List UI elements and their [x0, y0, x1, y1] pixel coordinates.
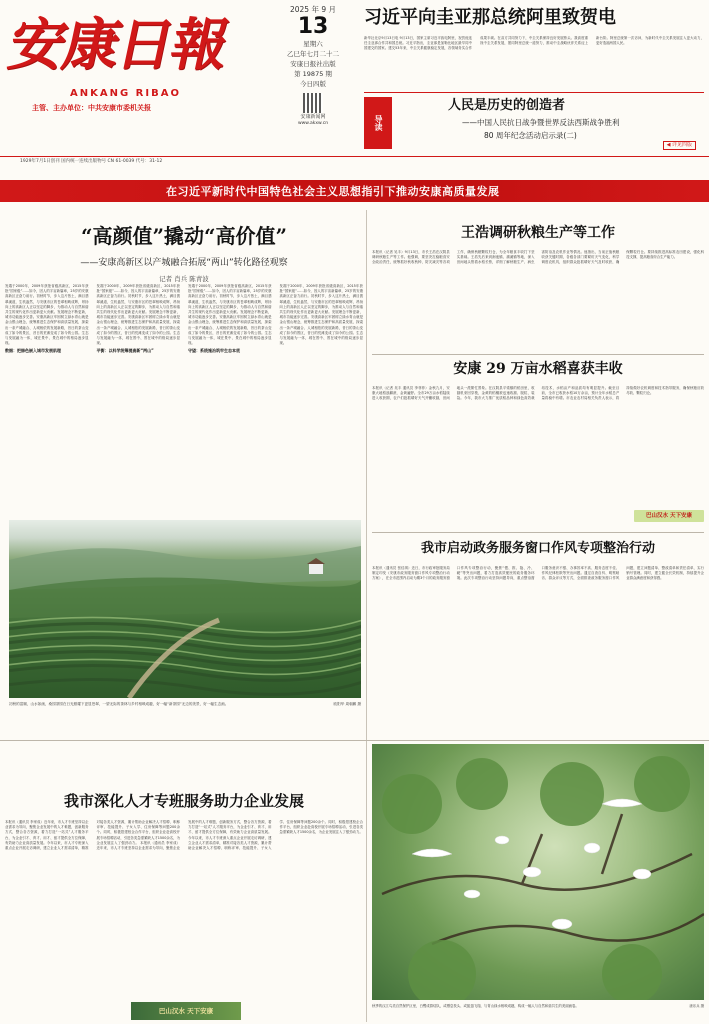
- tea-photo-caption: 初秋的富顺，山水如画，桑园茶园在日光照耀下更显苍翠，一望无际的茶林与乡村相映成趣，好一幅“新茶园”无边的美景，好一幅生态画。 欧阳华 周朝鹏 摄: [9, 702, 361, 706]
- story-tea-body: 发端于2000年，2009年获批省级高新区，2015年获批“国家级”……如今，因人的宇宙新篇章，25岁的安康高新区正奋力前行。初秋时节，步入这片热土，满目翡翠溪道，生机盎然，与安康市区的苍翠相映成辉，昂扬向上的高新区人正以坚定的脚步，为推动人与自然和谐共生的现代化作出更新更大贡献。发展理念不断更新，城市功能逐步完善。安康高新区牢固树立绿水青山就是金山银山理念，统筹推进生态保护和高质量发展，探索出一条产城融合、人城相依的发展新路，昔日的茶山变成了如今的景区，昔日的荒滩变成了如今的公园。生态与发展融为一体，城在景中、景在城中的格局逐步显现。 数据：把绿色嵌入城市发展肌理 发端于2000年，2009年获批省级高新区，2015年获批“国家级”……如今，因人的宇宙新篇章，25岁的安康高新区正奋力前行。初秋时节，步入这片热土，满目翡翠溪道，生机盎然，与安康市区的苍翠相映成辉，昂扬向上的高新区人正以坚定的脚步，为推动人与自然和谐共生的现代化作出更新更大贡献。发展理念不断更新，城市功能逐步完善。安康高新区牢固树立绿水青山就是金山银山理念，统筹推进生态保护和高质量发展，探索出一条产城融合、人城相依的发展新路，昔日的茶山变成了如今的景区，昔日的荒滩变成了如今的公园。生态与发展融为一体，城在景中、景在城中的格局逐步显现。 平衡：以科学统筹提高新“两山” 发端于2000年，2009年获批省级高新区，2015年获批“国家级”……如今，因人的宇宙新篇章，25岁的安康高新区正奋力前行。初秋时节，步入这片热土，满目翡翠溪道，生机盎然，与安康市区的苍翠相映成辉，昂扬向上的高新区人正以坚定的脚步，为推动人与自然和谐共生的现代化作出更新更大贡献。发展理念不断更新，城市功能逐步完善。安康高新区牢固树立绿水青山就是金山银山理念，统筹推进生态保护和高质量发展，探索出一条产城融合、人城相依的发展新路，昔日的茶山变成了如今的景区，昔日的荒滩变成了如今的公园。生态与发展融为一体，城在景中、景在城中的格局逐步显现。 守望：系统施治筑牢生态本底 发端于2000年，2009年获批省级高新区，2015年获批“国家级”……如今，因人的宇宙新篇章，25岁的安康高新区正奋力前行。初秋时节，步入这片热土，满目翡翠溪道，生机盎然，与安康市区的苍翠相映成辉，昂扬向上的高新区人正以坚定的脚步，为推动人与自然和谐共生的现代化作出更新更大贡献。发展理念不断更新，城市功能逐步完善。安康高新区牢固树立绿水青山就是金山银山理念，统筹推进生态保护和高质量发展，探索出一条产城融合、人城相依的发展新路，昔日的茶山变成了如今的景区，昔日的荒滩变成了如今的公园。生态与发展融为一体，城在景中、景在城中的格局逐步显现。: [5, 284, 363, 354]
- egret-photo: [372, 744, 704, 1000]
- tea-plantation-photo: [9, 520, 361, 698]
- masthead-logo: [2, 5, 265, 113]
- top-story: [364, 4, 704, 90]
- story-grain: [372, 222, 704, 348]
- guide-box: 导读 人民是历史的创造者 ——中国人民抗日战争暨世界反法西斯战争胜利 80 周年纪念活动启示录(二) ◀ 详见四版: [364, 92, 704, 154]
- story-grain-title: 王浩调研秋粮生产等工作: [461, 225, 615, 241]
- egret-photo-caption: 秋季的汉江鸟类自然保护区里，白鹭成群结队，或栖息枝头、或振翅飞翔，与青山绿水相映成趣，构成一幅人与自然和谐共生的美丽画卷。 唐乐兵 摄: [372, 1004, 704, 1008]
- story-rice-body: 本报讯（记者 吴丰 通讯员 李菲菲）金秋九月，安康大地稻浪翻滚，金黄遍野。全市29万亩水稻陆续进入收获期，农户们抢抓晴好天气开镰收割，田间地头一派繁忙景象。在汉阴县平梁镇的稻田里，收割机来回穿梭，金黄的稻穗被迅速收割、脱粒、装袋。今年，我市大力推广优质稻品种和绿色高效栽培技术，水稻亩产和品质均有明显提升。截至目前，全市已收获水稻10万余亩，预计全年水稻总产量将稳中有增。市农业农村局相关负责人表示，将持续做好农机调度和技术指导服务，确保秋粮应收尽收、颗粒归仓。: [372, 386, 704, 401]
- ad-strip: 巴山汉水 天下安康: [634, 510, 704, 522]
- qr-code: [303, 93, 323, 113]
- masthead-slogan: 主管、主办单位：中共安康市委机关报: [32, 104, 151, 112]
- story-rice-title: 安康 29 万亩水稻喜获丰收: [453, 361, 623, 377]
- masthead: [0, 0, 709, 168]
- story-service: [372, 538, 704, 734]
- guide-title: 人民是历史的创造者: [448, 98, 566, 113]
- guide-label: 导读: [364, 97, 392, 149]
- egret-photo-svg: [372, 744, 704, 1000]
- story-tea-subtitle: ——安康高新区以产城融合拓展“两山”转化路径观察: [80, 258, 288, 268]
- tea-photo-svg: [9, 520, 361, 698]
- story-tea-title: “高颜值”撬动“高价值”: [80, 224, 287, 248]
- ad-small: 巴山汉水 天下安康: [131, 1002, 241, 1020]
- masthead-pinyin: ANKANG RIBAO: [70, 88, 181, 99]
- story-service-title: 我市启动政务服务窗口作风专项整治行动: [420, 541, 655, 556]
- banner: 在习近平新时代中国特色社会主义思想指引下推动安康高质量发展: [0, 180, 709, 202]
- story-talent: [5, 790, 363, 1022]
- date-block: 2025 年 9 月 13 星期六 乙巳年七月二十二 安康日报社出版 第 19875 期 今日四版 安康新闻网 www.akxw.cn: [287, 5, 339, 126]
- story-talent-title: 我市深化人才专班服务助力企业发展: [63, 792, 304, 810]
- guide-see-link[interactable]: ◀ 详见四版: [663, 141, 696, 150]
- top-story-body: 新华社北京9月13日电 9月13日，国家主席习近平致电阿里，祝贺他连任圭亚那合作共和国总统。习近平指出，圭亚那是加勒比地区最早同中国建交的国家。建交53年来，中圭关系健康稳定发展，各领域务实合作成果丰硕。在双方共同努力下，中圭关系保持良好发展势头。我高度重视中圭关系发展，愿同阿里总统一道努力，推动中圭战略伙伴关系迈上新台阶。阿里总统第一次访问，为新时代中圭关系发展注入更大动力，更好造福两国人民。: [364, 36, 704, 51]
- masthead-ids: 1929年7月1日创刊 国内统一连续出版物号 CN 61-0039 代号：31-12: [20, 159, 163, 164]
- story-rice: [372, 358, 704, 530]
- story-service-body: 本报讯（通讯员 张佳琪）近日，市行政审批服务局制定印发《安康市政务服务窗口作风专项整治行动方案》，在全市范围内启动为期3个月的政务服务窗口作风专项整治行动，聚焦“慢、推、拖、冷、硬”等突出问题，着力打造高效便民的政务服务环境。此次专项整治行动坚持问题导向，重点整治窗口服务意识不强、办事效率不高、服务态度不佳、作风纪律松散等突出问题。通过自查自纠、明察暗访、群众评议等方式，全面排查政务服务窗口作风问题，建立问题清单、整改清单和责任清单，实行销号管理。同时，建立健全长效机制，持续提升企业群众满意度和获得感。: [372, 566, 704, 581]
- top-story-title: 习近平向圭亚那总统阿里致贺电: [364, 7, 616, 28]
- masthead-title: 安康日報: [2, 12, 234, 78]
- story-tea: “高颜值”撬动“高价值” ——安康高新区以产城融合拓展“两山”转化路径观察 记者 肖兵 陈青波 发端于2000年，2009年获批省级高新区，2015年获批“国家级”……如今，因人的宇宙新篇章，25岁的安康高新区正奋力前行。初秋时节，步入这片热土，满目翡翠溪道，生机盎然，与安康市区的苍翠相映成辉，昂扬向上的高新区人正以坚定的脚步，为推动人与自然和谐共生的现代化作出更新更大贡献。发展理念不断更新，城市功能逐步完善。安康高新区牢固树立绿水青山就是金山银山理念，统筹推进生态保护和高质量发展，探索出一条产城融合、人城相依的发展新路，昔日的茶山变成了如今的景区，昔日的荒滩变成了如今的公园。生态与发展融为一体，城在景中、景在城中的格局逐步显现。 数据：把绿色嵌入城市发展肌理 发端于2000年，2009年获批省级高新区，2015年获批“国家级”……如今，因人的宇宙新篇章，25岁的安康高新区正奋力前行。初秋时节，步入这片热土，满目翡翠溪道，生机盎然，与安康市区的苍翠相映成辉，昂扬向上的高新区人正以坚定的脚步，为推动人与自然和谐共生的现代化作出更新更大贡献。发展理念不断更新，城市功能逐步完善。安康高新区牢固树立绿水青山就是金山银山理念，统筹推进生态保护和高质量发展，探索出一条产城融合、人城相依的发展新路，昔日的茶山变成了如今的景区，昔日的荒滩变成了如今的公园。生态与发展融为一体，城在景中、景在城中的格局逐步显现。 平衡：以科学统筹提高新“两山” 发端于2000年，2009年获批省级高新区，2015年获批“国家级”……如今，因人的宇宙新篇章，25岁的安康高新区正奋力前行。初秋时节，步入这片热土，满目翡翠溪道，生机盎然，与安康市区的苍翠相映成辉，昂扬向上的高新区人正以坚定的脚步，为推动人与自然和谐共生的现代化作出更新更大贡献。发展理念不断更新，城市功能逐步完善。安康高新区牢固树立绿水青山就是金山银山理念，统筹推进生态保护和高质量发展，探索出一条产城融合、人城相依的发展新路，昔日的茶山变成了如今的景区，昔日的荒滩变成了如今的公园。生态与发展融为一体，城在景中、景在城中的格局逐步显现。 守望：系统施治筑牢生态本底 发端于2000年，2009年获批省级高新区，2015年获批“国家级”……如今，因人的宇宙新篇章，25岁的安康高新区正奋力前行。初秋时节，步入这片热土，满目翡翠溪道，生机盎然，与安康市区的苍翠相映成辉，昂扬向上的高新区人正以坚定的脚步，为推动人与自然和谐共生的现代化作出更新更大贡献。发展理念不断更新，城市功能逐步完善。安康高新区牢固树立绿水青山就是金山银山理念，统筹推进生态保护和高质量发展，探索出一条产城融合、人城相依的发展新路，昔日的茶山变成了如今的景区，昔日的荒滩变成了如今的公园。生态与发展融为一体，城在景中、景在城中的格局逐步显现。 初秋的富顺，山水如画，桑园茶园在日光照耀下更显苍翠，一望无际的茶林与乡村相映成趣，好一幅“新茶园”无边的美景，好一幅生态画。 欧阳华 周朝鹏 摄: [5, 222, 363, 734]
- story-talent-body: 本报讯（通讯员 李家成）近年来，市人才专班坚持以企业需求为导向，聚焦企业发展中的人才难题，创新服务方式，整合各方资源，着力打造“一站式”人才服务平台，为企业引才、育才、用才、留才提供全方位保障，有效助力企业高质量发展。今年以来，市人才专班深入重点企业开展走访调研，建立企业人才需求清单，精准对接各类人才资源，累计帮助企业解决人才招聘、职称评审、技能提升、子女入学、住房保障等问题200余个。同时，积极搭建校企合作平台，组织企业赴高校开展专场招聘活动，引进各类急需紧缺人才1500余名，为企业发展注入了强劲动力。 本报讯（通讯员 李家成）近年来，市人才专班坚持以企业需求为导向，聚焦企业发展中的人才难题，创新服务方式，整合各方资源，着力打造“一站式”人才服务平台，为企业引才、育才、用才、留才提供全方位保障，有效助力企业高质量发展。今年以来，市人才专班深入重点企业开展走访调研，建立企业人才需求清单，精准对接各类人才资源，累计帮助企业解决人才招聘、职称评审、技能提升、子女入学、住房保障等问题200余个。同时，积极搭建校企合作平台，组织企业赴高校开展专场招聘活动，引进各类急需紧缺人才1500余名，为企业发展注入了强劲动力。: [5, 820, 363, 851]
- story-grain-body: 本报讯（记者 吴丰）9月13日，市长王浩在汉阴县调研秋粮生产等工作。他强调，要坚决扛稳粮食安全政治责任，统筹抓好秋收秋种、防灾减灾等各项工作，确保秋粮颗粒归仓，为全年粮食丰收打下坚实基础。王浩先后来到涧池镇、蒲溪镇等地，深入田间地头察看水稻长势，详细了解秋粮生产、病虫害防治及农机作业等情况。他指出，当前正值秋粮收获关键时期，各级各部门要紧盯天气变化，科学调度农机具，组织群众抢抓晴好天气及时收获，确保颗粒归仓。要持续推进高标准农田建设，强化科技支撑，提高粮食综合生产能力。: [372, 250, 704, 265]
